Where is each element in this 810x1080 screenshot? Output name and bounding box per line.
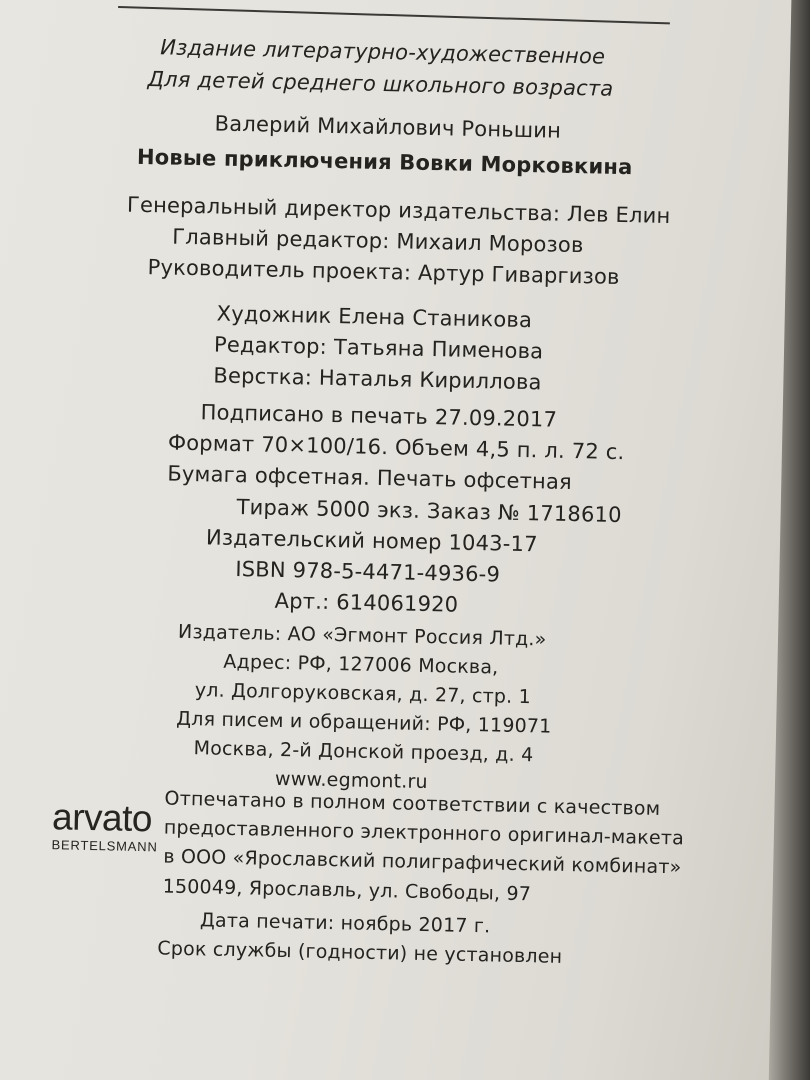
genre-line: Издание литературно-художественное [160,35,606,69]
printer-line-1: Отпечатано в полном соответствии с качеством [164,787,661,820]
printer-line-2: предоставленного электронного оригинал-макета [163,816,685,850]
publisher-address-2: ул. Долгоруковская, д. 27, стр. 1 [194,679,532,709]
mail-address-2: Москва, 2-й Донской проезд, д. 4 [193,737,534,767]
publisher-website: www.egmont.ru [274,767,428,794]
arvato-logo [51,796,158,855]
print-date: Дата печати: ноябрь 2017 г. [199,909,491,938]
printer-line-3: в ООО «Ярославский полиграфический комбинат» [163,845,682,879]
shelf-life: Срок службы (годности) не установлен [157,937,563,968]
format-line: Формат 70×100/16. Объем 4,5 п. л. 72 с. [167,430,625,465]
isbn: ISBN 978-5-4471-4936-9 [235,556,501,587]
book-title: Новые приключения Вовки Морковкина [136,144,633,180]
layout-credit: Верстка: Наталья Кириллова [213,363,542,395]
illustrator: Художник Елена Станикова [216,301,533,333]
mail-address-1: Для писем и обращений: РФ, 119071 [175,707,552,738]
author-name: Валерий Михайлович Роньшин [214,111,562,143]
publisher-number: Издательский номер 1043-17 [205,525,538,557]
signed-to-print: Подписано в печать 27.09.2017 [200,400,558,432]
project-lead: Руководитель проекта: Артур Гиваргизов [147,255,620,289]
general-director: Генеральный директор издательства: Лев Елин [126,192,671,229]
article-number: Арт.: 614061920 [274,588,459,617]
logo-main-text: arvato [51,796,153,840]
logo-sub-text: BERTELSMANN [51,837,158,855]
printer-line-4: 150049, Ярославль, ул. Свободы, 97 [162,875,532,906]
print-run: Тираж 5000 экз. Заказ № 1718610 [236,494,622,528]
editor: Редактор: Татьяна Пименова [213,332,544,364]
publisher-name: Издатель: АО «Эгмонт Россия Лтд.» [177,620,547,651]
paper-line: Бумага офсетная. Печать офсетная [167,461,573,495]
audience-line: Для детей среднего школьного возраста [147,67,614,101]
chief-editor: Главный редактор: Михаил Морозов [172,224,584,258]
publisher-address-1: Адрес: РФ, 127006 Москва, [223,650,499,679]
top-rule [118,6,670,24]
